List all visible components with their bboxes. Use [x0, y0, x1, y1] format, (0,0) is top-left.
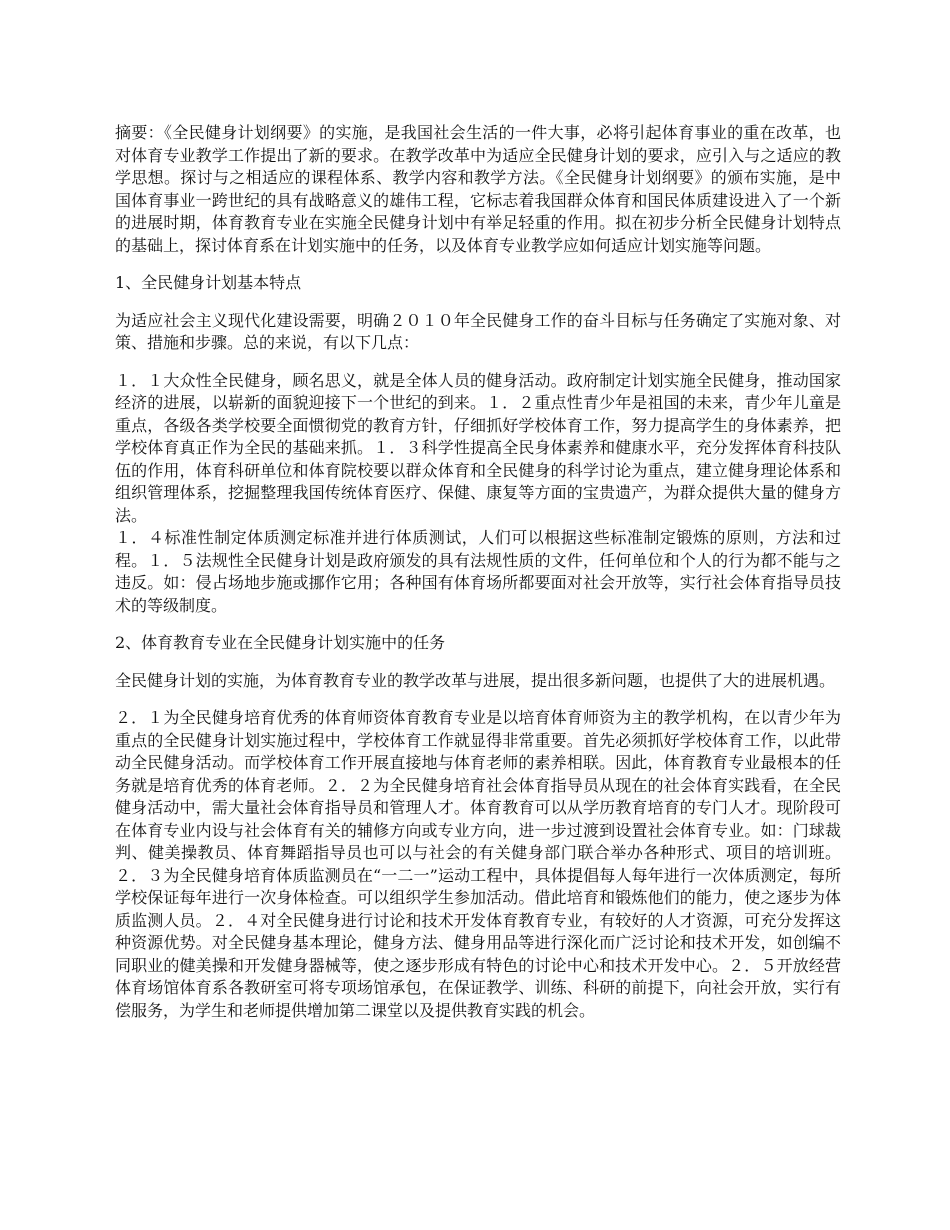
section1-body-paragraph-2: １．４标准性制定体质测定标准并进行体质测试，人们可以根据这些标准制定锻炼的原则，方法和过程。１．５法规性全民健身计划是政府颁发的具有法规性质的文件，任何单位和个人的行为都不能与之违反。如：侵占场地步施或挪作它用；各种国有体育场所都要面对社会开放等，实行社会体育指导员技术的等级制度。 [115, 528, 841, 615]
abstract-paragraph: 摘要：《全民健身计划纲要》的实施，是我国社会生活的一件大事，必将引起体育事业的重在改革，也对体育专业教学工作提出了新的要求。在教学改革中为适应全民健身计划的要求，应引入与之适应的教学思想。探讨与之相适应的课程体系、教学内容和教学方法。《全民健身计划纲要》的颁布实施，是中国体育事业一跨世纪的具有战略意义的雄伟工程，它标志着我国群众体育和国民体质建设进入了一个新的进展时期，体育教育专业在实施全民健身计划中有举足轻重的作用。拟在初步分析全民健身计划特点的基础上，探讨体育系在计划实施中的任务，以及体育专业教学应如何适应计划实施等问题。 [115, 123, 841, 255]
section1-body-paragraph: １．１大众性全民健身，顾名思义，就是全体人员的健身活动。政府制定计划实施全民健身，推动国家经济的进展，以崭新的面貌迎接下一个世纪的到来。１．２重点性青少年是祖国的未来，青少年儿童是重点，各级各类学校要全面惯彻党的教育方针，仔细抓好学校体育工作，努力提高学生的身体素养，把学校体育真正作为全民的基础来抓。１．３科学性提高全民身体素养和健康水平，充分发挥体育科技队伍的作用，体育科研单位和体育院校要以群众体育和全民健身的科学讨论为重点，建立健身理论体系和组织管理体系，挖掘整理我国传统体育医疗、保健、康复等方面的宝贵遗产，为群众提供大量的健身方法。 [115, 370, 841, 525]
section2-intro-paragraph: 全民健身计划的实施，为体育教育专业的教学改革与进展，提出很多新问题，也提供了大的进展机遇。 [115, 670, 836, 690]
section-heading-2: 2、体育教育专业在全民健身计划实施中的任务 [115, 633, 446, 652]
document-page [115, 122, 841, 1022]
section2-body-paragraph: ２．１为全民健身培育优秀的体育师资体育教育专业是以培育体育师资为主的教学机构，在以青少年为重点的全民健身计划实施过程中，学校体育工作就显得非常重要。首先必须抓好学校体育工作，以此带动全民健身活动。而学校体育工作开展直接地与体育老师的素养相联。因此，体育教育专业最根本的任务就是培育优秀的体育老师。２．２为全民健身培育社会体育指导员从现在的社会体育实践看，在全民健身活动中，需大量社会体育指导员和管理人才。体育教育可以从学历教育培育的专门人才。现阶段可在体育专业内设与社会体育有关的辅修方向或专业方向，进一步过渡到设置社会体育专业。如：门球裁判、健美操教员、体育舞蹈指导员也可以与社会的有关健身部门联合举办各种形式、项目的培训班。２．３为全民健身培育体质监测员在“一二一”运动工程中，具体提倡每人每年进行一次体质测定，每所学校保证每年进行一次身体检查。可以组织学生参加活动。借此培育和锻炼他们的能力，使之逐步为体质监测人员。２．４对全民健身进行讨论和技术开发体育教育专业，有较好的人才资源，可充分发挥这种资源优势。对全民健身基本理论，健身方法、健身用品等进行深化而广泛讨论和技术开发，如创编不同职业的健美操和开发健身器械等，使之逐步形成有特色的讨论中心和技术开发中心。２．５开放经营体育场馆体育系各教研室可将专项场馆承包，在保证教学、训练、科研的前提下，向社会开放，实行有偿服务，为学生和老师提供增加第二课堂以及提供教育实践的机会。 [115, 708, 841, 1020]
section-heading-1: 1、全民健身计划基本特点 [115, 273, 302, 292]
section1-intro-paragraph: 为适应社会主义现代化建设需要，明确２０１０年全民健身工作的奋斗目标与任务确定了实施对象、对策、措施和步骤。总的来说，有以下几点： [115, 310, 841, 352]
